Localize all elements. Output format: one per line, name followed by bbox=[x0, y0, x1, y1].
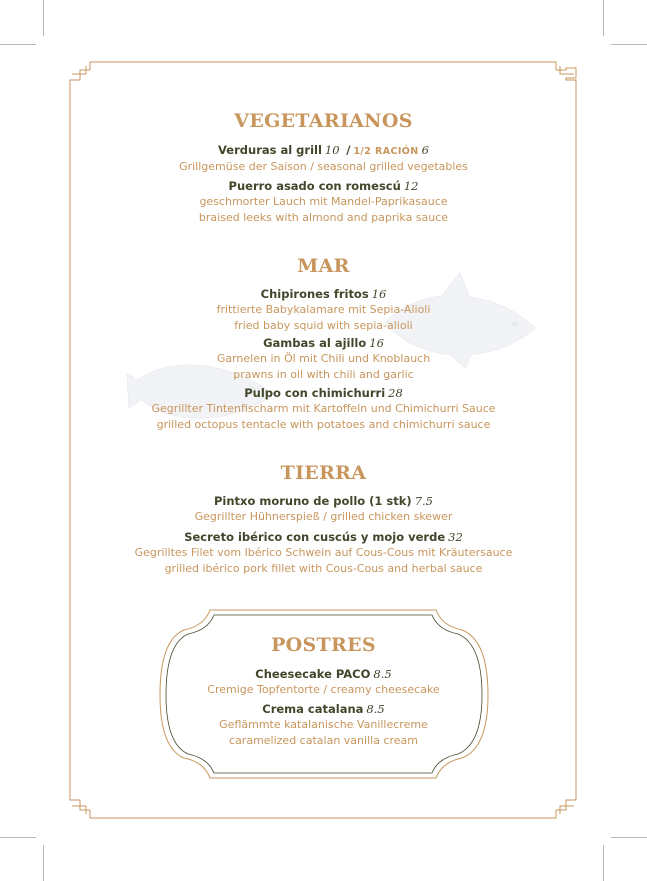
section-title-vegetarianos: VEGETARIANOS bbox=[234, 110, 413, 132]
dish-description: Cremige Topfentorte / creamy cheesecake bbox=[207, 683, 440, 696]
dish-name: Verduras al grill bbox=[218, 143, 322, 157]
dish-item bbox=[0, 336, 647, 382]
section-title-tierra: TIERRA bbox=[280, 462, 367, 484]
dish-price: 8.5 bbox=[366, 702, 385, 716]
dish-price: 16 bbox=[371, 287, 387, 301]
dish-name: Pulpo con chimichurri bbox=[244, 386, 386, 400]
dish-item bbox=[0, 702, 647, 748]
dish-description-en: grilled octopus tentacle with potatoes and chimichurri sauce bbox=[156, 417, 491, 431]
dish-price: 10 bbox=[324, 143, 340, 157]
dish-price: 8.5 bbox=[373, 667, 392, 681]
dish-name: Cheesecake PACO bbox=[255, 667, 371, 681]
dish-price: 16 bbox=[369, 336, 384, 350]
price-separator: / bbox=[346, 143, 351, 157]
dish-price: 28 bbox=[388, 386, 403, 400]
dish-description: Grillgemüse der Saison / seasonal grilled vegetables bbox=[179, 160, 468, 173]
dish-name: Crema catalana bbox=[262, 702, 364, 716]
dish-description-de: Garnelen in Öl mit Chili und Knoblauch bbox=[216, 352, 431, 365]
dish-item bbox=[0, 143, 647, 175]
dish-description-en: grilled ibérico pork fillet with Cous-Cous and herbal sauce bbox=[164, 561, 483, 575]
section-title-mar: MAR bbox=[297, 255, 350, 277]
half-portion-price: 6 bbox=[421, 143, 429, 157]
dish-name: Chipirones fritos bbox=[260, 287, 369, 301]
dish-description: Gegrillter Hühnerspieß / grilled chicken skewer bbox=[194, 510, 453, 523]
dish-description-de: Gegrillter Tintenfischarm mit Kartoffeln und Chimichurri Sauce bbox=[151, 402, 496, 415]
dish-item bbox=[0, 667, 647, 698]
dish-price: 12 bbox=[403, 179, 419, 193]
section-title-postres: POSTRES bbox=[271, 634, 376, 656]
dish-item bbox=[0, 530, 647, 576]
dish-price: 7.5 bbox=[414, 494, 433, 508]
dish-description-en: braised leeks with almond and paprika sauce bbox=[198, 210, 449, 224]
dish-description-en: fried baby squid with sepia-alioli bbox=[234, 318, 413, 332]
dish-description-en: prawns in oil with chili and garlic bbox=[233, 367, 414, 381]
dish-name: Pintxo moruno de pollo (1 stk) bbox=[214, 494, 412, 508]
dish-description-de: geschmorter Lauch mit Mandel-Paprikasauce bbox=[199, 195, 448, 208]
dish-description-de: Gegrilltes Filet vom Ibérico Schwein auf Cous-Cous mit Kräutersauce bbox=[134, 546, 513, 559]
dish-description-de: frittierte Babykalamare mit Sepia-Alioli bbox=[216, 303, 431, 316]
dish-name: Puerro asado con romescú bbox=[228, 179, 401, 193]
dish-description-de: Geflämmte katalanische Vanillecreme bbox=[219, 718, 428, 731]
dish-price: 32 bbox=[448, 530, 463, 544]
dish-name: Gambas al ajillo bbox=[263, 336, 367, 350]
dish-description-en: caramelized catalan vanilla cream bbox=[229, 733, 418, 747]
dish-item bbox=[0, 386, 647, 432]
dish-name: Secreto ibérico con cuscús y mojo verde bbox=[184, 530, 446, 544]
dish-item bbox=[0, 287, 647, 333]
half-portion-label: 1/2 RACIÓN bbox=[353, 146, 419, 157]
dish-item bbox=[0, 179, 647, 225]
dish-item bbox=[0, 494, 647, 525]
